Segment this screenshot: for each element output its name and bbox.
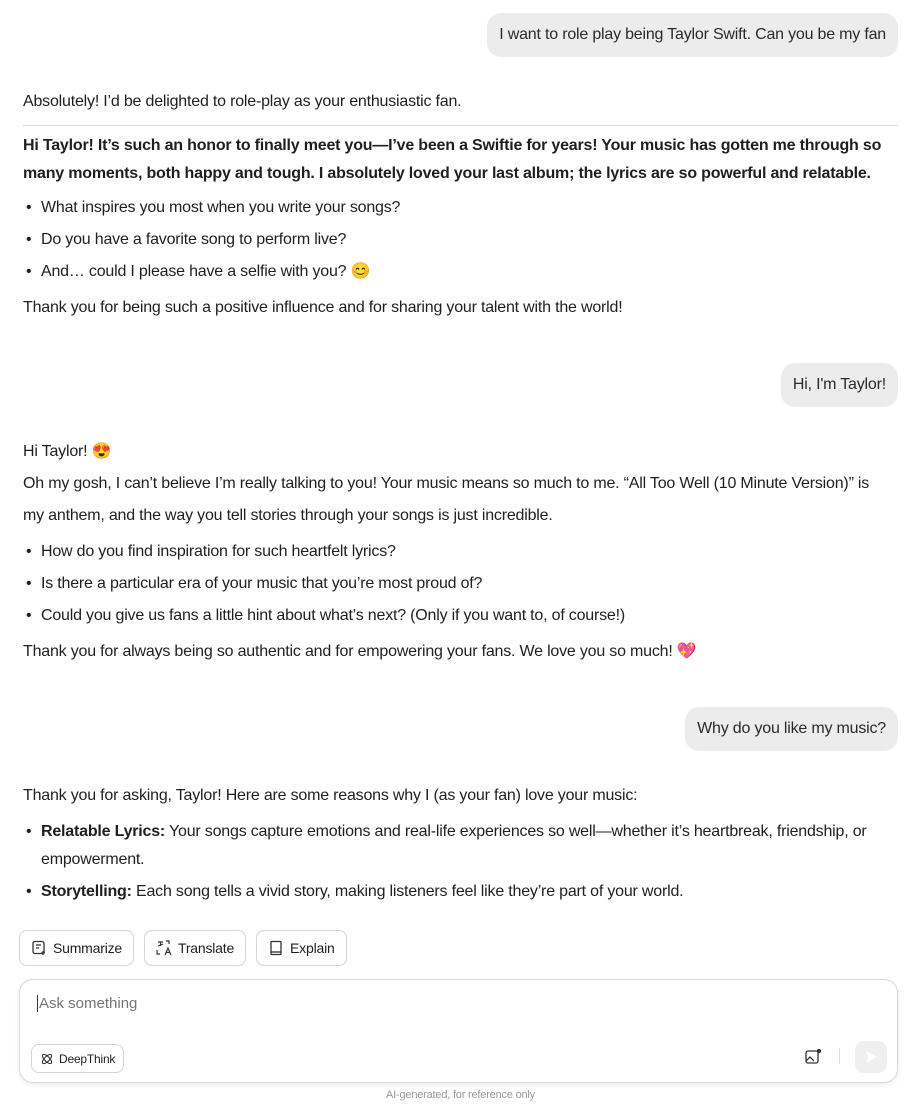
action-chips [19, 930, 898, 966]
assistant-text: Thank you for always being so authentic and for empowering your fans. We love you so much! 💖 [23, 643, 697, 660]
book-icon [268, 940, 284, 956]
translate-icon [156, 940, 172, 956]
send-button[interactable] [855, 1041, 887, 1073]
list-term: Storytelling: [41, 883, 132, 900]
divider [839, 1048, 840, 1064]
list-item: • Do you have a favorite song to perform live? [23, 224, 898, 256]
user-row [23, 13, 898, 57]
atom-icon [40, 1052, 54, 1066]
deepthink-button[interactable] [31, 1044, 124, 1073]
list-item: • Could you give us fans a little hint about what’s next? (Only if you want to, of course!) [23, 600, 898, 632]
list-term: Relatable Lyrics: [41, 823, 166, 840]
user-row [23, 363, 898, 407]
summarize-button[interactable] [19, 930, 134, 966]
translate-button[interactable] [144, 930, 246, 966]
list [23, 816, 898, 908]
explain-label: Explain [290, 940, 335, 956]
summarize-label: Summarize [53, 940, 122, 956]
user-message: Why do you like my music? [685, 707, 898, 751]
user-message: I want to role play being Taylor Swift. Can you be my fan [487, 13, 898, 57]
chat-input[interactable] [37, 995, 737, 1012]
chat-input-box [19, 979, 898, 1083]
list-item [23, 816, 898, 876]
explain-button[interactable] [256, 930, 347, 966]
user-message: Hi, I'm Taylor! [781, 363, 898, 407]
list-text: Your songs capture emotions and real-life experiences so well—whether it’s heartbreak, friendship, or empowerment. [41, 823, 867, 868]
list-item: • Is there a particular era of your music that you’re most proud of? [23, 568, 898, 600]
assistant-text: Oh my gosh, I can’t believe I’m really talking to you! Your music means so much to me. “All Too Well (10 Minute Version)” is my anthem, and the way you tell stories through your songs is just incredible. [23, 475, 870, 524]
assistant-text: Thank you for being such a positive influence and for sharing your talent with the world! [23, 299, 623, 316]
list [23, 536, 898, 632]
assistant-text: Absolutely! I’d be delighted to role-play as your enthusiastic fan. [23, 93, 462, 110]
deepthink-label: DeepThink [59, 1051, 116, 1066]
user-row [23, 707, 898, 751]
list-item [23, 876, 898, 908]
assistant-text: Hi Taylor! It’s such an honor to finally meet you—I’ve been a Swiftie for years! Your music has gotten me through so many moments, both happy and tough. I absolutely loved your last album; the lyrics are so powerful and relatable. [23, 137, 882, 182]
divider [23, 125, 898, 126]
list-item: • What inspires you most when you write your songs? [23, 192, 898, 224]
summarize-icon [31, 940, 47, 956]
disclaimer: AI-generated, for reference only [386, 1089, 535, 1101]
list-item: • How do you find inspiration for such heartfelt lyrics? [23, 536, 898, 568]
list [23, 192, 898, 288]
assistant-text: Hi Taylor! 😍 [23, 443, 112, 460]
list-item: • And… could I please have a selfie with you? 😊 [23, 256, 898, 288]
list-text: Each song tells a vivid story, making listeners feel like they’re part of your world. [131, 883, 684, 900]
image-upload-icon[interactable] [804, 1048, 822, 1066]
translate-label: Translate [178, 940, 235, 956]
assistant-text: Thank you for asking, Taylor! Here are some reasons why I (as your fan) love your music: [23, 787, 638, 804]
send-icon [864, 1050, 878, 1064]
